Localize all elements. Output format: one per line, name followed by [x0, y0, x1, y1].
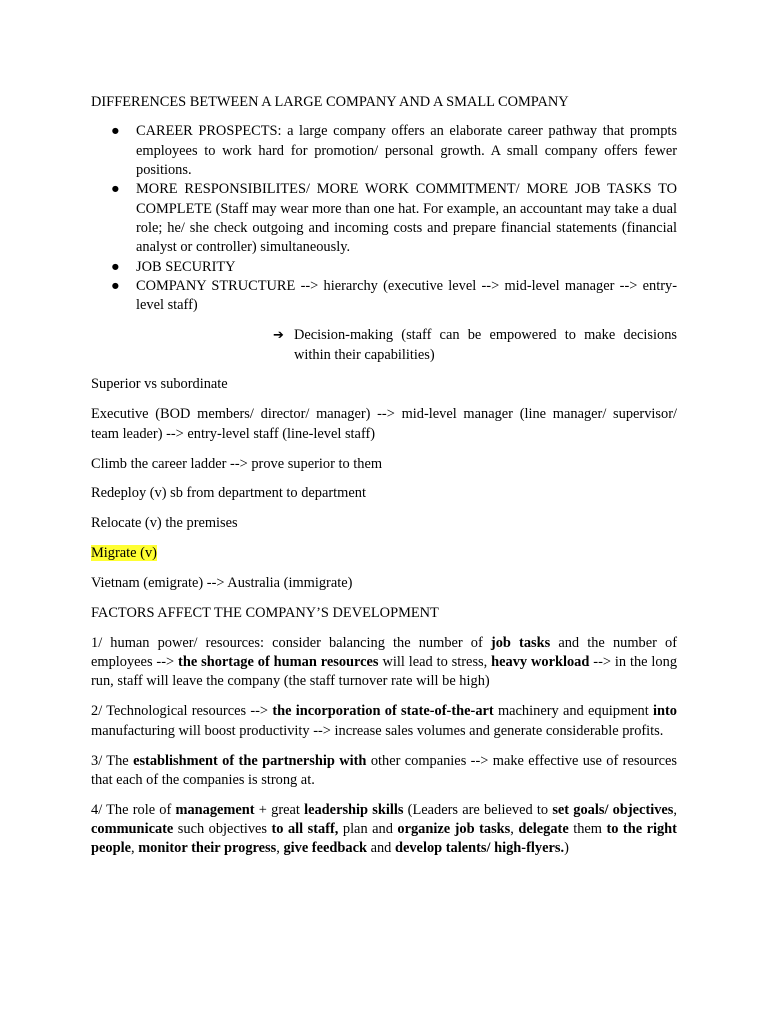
list-item-text: COMPANY STRUCTURE --> hierarchy (executive level --> mid-level manager --> entry-level staff): [136, 277, 677, 314]
list-item-text: CAREER PROSPECTS: a large company offers an elaborate career pathway that prompts employees to work hard for promotion/ personal growth. A small company offers fewer positions.: [136, 123, 677, 179]
bullet-icon: ●: [111, 258, 120, 275]
list-item-text: MORE RESPONSIBILITES/ MORE WORK COMMITMENT/ MORE JOB TASKS TO COMPLETE (Staff may wear more than one hat. For example, an accountant may take a dual role; he/ she check outgoing and incoming costs and prepare financial statements (financial analyst or controller) simultaneously.: [136, 181, 677, 256]
bullet-icon: ●: [111, 123, 120, 140]
superior-line: Superior vs subordinate: [91, 376, 228, 393]
bullet-icon: ●: [111, 277, 120, 294]
factor-3: 3/ The establishment of the partnership with other companies --> make effective use of resources that each of the companies is strong at.: [91, 752, 677, 788]
document-body: [91, 93, 677, 869]
list-item: [91, 122, 677, 180]
relocate-line: Relocate (v) the premises: [91, 515, 238, 532]
list-item: [91, 180, 677, 257]
bullet-icon: ●: [111, 181, 120, 198]
decision-making-item: [91, 326, 677, 365]
migrate-line: [91, 544, 677, 563]
vietnam-line: Vietnam (emigrate) --> Australia (immigrate): [91, 575, 353, 592]
factor-2: 2/ Technological resources --> the incorporation of state-of-the-art machinery and equipment into manufacturing will boost productivity --> increase sales volumes and generate considerable profits.: [91, 703, 677, 739]
right-arrow-icon: ➔: [273, 328, 284, 344]
list-item-text: JOB SECURITY: [136, 258, 236, 275]
list-item: [91, 258, 677, 277]
executive-line: Executive (BOD members/ director/ manager) --> mid-level manager (line manager/ supervisor/ team leader) --> entry-level staff (line-level staff): [91, 406, 677, 442]
climb-line: Climb the career ladder --> prove superior to them: [91, 455, 383, 472]
differences-list: [91, 122, 677, 315]
factor-4: 4/ The role of management + great leadership skills (Leaders are believed to set goals/ objectives, communicate such objectives to all staff, plan and organize job tasks, delegate them to the right people, monitor their progress, give feedback and develop talents/ high-flyers.): [91, 801, 678, 857]
redeploy-line: Redeploy (v) sb from department to department: [91, 485, 366, 502]
document-title: DIFFERENCES BETWEEN A LARGE COMPANY AND A SMALL COMPANY: [91, 94, 569, 110]
highlighted-text: Migrate (v): [91, 545, 157, 562]
factor-1: 1/ human power/ resources: consider balancing the number of job tasks and the number of employees --> the shortage of human resources will lead to stress, heavy workload --> in the long run, staff will leave the company (the staff turnover rate will be high): [91, 634, 678, 690]
list-item: [91, 277, 677, 316]
factors-heading: FACTORS AFFECT THE COMPANY’S DEVELOPMENT: [91, 604, 439, 621]
decision-making-text: Decision-making (staff can be empowered to make decisions within their capabilities): [294, 327, 677, 363]
